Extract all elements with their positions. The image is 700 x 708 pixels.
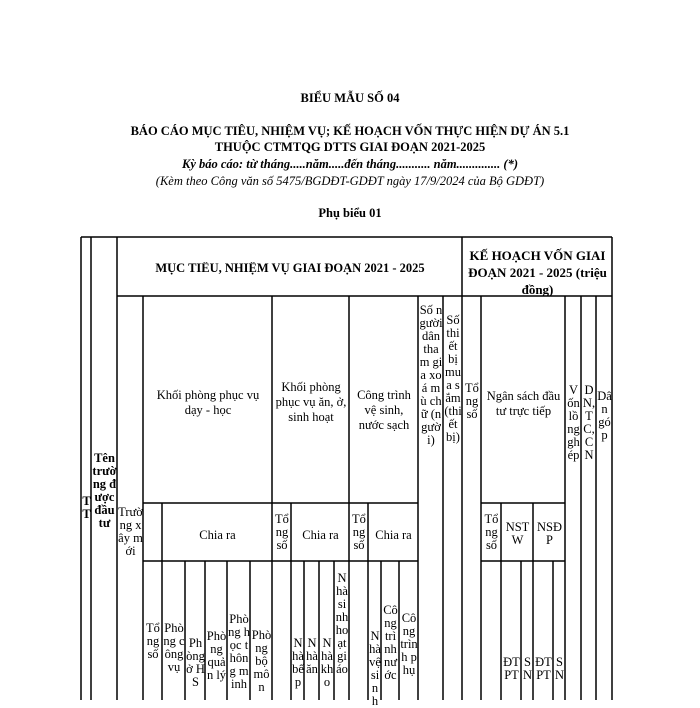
teaching-total-header: Tổng số (146, 622, 160, 661)
living-total-header: Tổng số (275, 513, 289, 552)
toilet-block-header: Nhà vệ sinh (369, 630, 381, 708)
water-works-header: Công trình nước (383, 604, 398, 682)
living-breakdown-header: Chia ra (302, 529, 339, 542)
room-smart-classroom-header: Phòng học thông minh (228, 613, 250, 691)
people-contribution-header: Dân góp (597, 390, 612, 442)
capital-total-header: Tổng số (465, 382, 479, 421)
room-student-dorm-header: Phòng ở HS (186, 637, 205, 689)
block-living-rooms-header: Khối phòng phục vụ ăn, ở, sinh hoạt (275, 380, 347, 424)
col-school-name-header: Tên trường được đầu tư (92, 452, 117, 530)
teaching-breakdown-header: Chia ra (199, 529, 236, 542)
col-new-school-header: Trường xây mới (118, 506, 143, 558)
budget-total-header: Tổng số (484, 513, 499, 552)
sanitation-total-header: Tổng số (352, 513, 366, 552)
central-investment-header: ĐTPT (503, 656, 520, 682)
group-capital-plan-header: KẾ HOẠCH VỐN GIAI ĐOẠN 2021 - 2025 (triệu đồng) (468, 248, 607, 297)
attachment-note: (Kèm theo Công văn số 5475/BGDĐT-GDĐT ngày 17/9/2024 của Bộ GDĐT) (155, 174, 545, 188)
appendix-label: Phụ biểu 01 (318, 206, 382, 220)
teacher-living-house-header: Nhà sinh hoạt giáo (335, 572, 349, 676)
report-title-line2: THUỘC CTMTQG DTTS GIAI ĐOẠN 2021-2025 (214, 140, 486, 154)
dining-hall-header: Nhà ăn (306, 637, 318, 676)
sanitation-breakdown-header: Chia ra (375, 529, 412, 542)
room-management-header: Phòng quản lý (206, 630, 227, 682)
group-targets-header: MỤC TIÊU, NHIỆM VỤ GIAI ĐOẠN 2021 - 2025 (155, 262, 425, 275)
sanitation-works-header: Công trình vệ sinh, nước sạch (357, 388, 411, 432)
local-investment-header: ĐTPT (535, 656, 552, 682)
integrated-capital-header: Vốn lồng ghép (567, 384, 580, 462)
block-teaching-rooms-header: Khối phòng phục vụ dạy - học (156, 388, 260, 417)
enterprise-org-individual-header: DN, TC, CN (582, 384, 596, 462)
storehouse-header: Nhà kho (320, 637, 334, 689)
form-number: BIỂU MẪU SỐ 04 (300, 91, 400, 105)
direct-budget-header: Ngân sách đầu tư trực tiếp (486, 389, 561, 418)
literacy-participants-header: Số người dân tham gia xoá mù chữ (người) (419, 304, 443, 447)
local-budget-header: NSĐP (536, 521, 562, 547)
room-public-service-header: Phòng công vụ (163, 622, 185, 674)
local-recurrent-header: SN (554, 656, 565, 682)
col-tt-header: TT (82, 495, 91, 521)
central-budget-header: NSTW (505, 521, 530, 547)
report-period: Kỳ báo cáo: từ tháng.....năm.....đến tháng........... năm.............. (*) (182, 157, 518, 171)
central-recurrent-header: SN (522, 656, 533, 682)
report-title-line1: BÁO CÁO MỤC TIÊU, NHIỆM VỤ; KẾ HOẠCH VỐN THỰC HIỆN DỰ ÁN 5.1 (130, 124, 570, 138)
auxiliary-works-header: Công trình phụ (400, 612, 418, 677)
room-subject-header: Phòng bộ môn (251, 629, 272, 694)
kitchen-header: Nhà bếp (292, 637, 304, 689)
equipment-count-header: Số thiết bị mua sắm (thiết bị) (444, 314, 462, 444)
